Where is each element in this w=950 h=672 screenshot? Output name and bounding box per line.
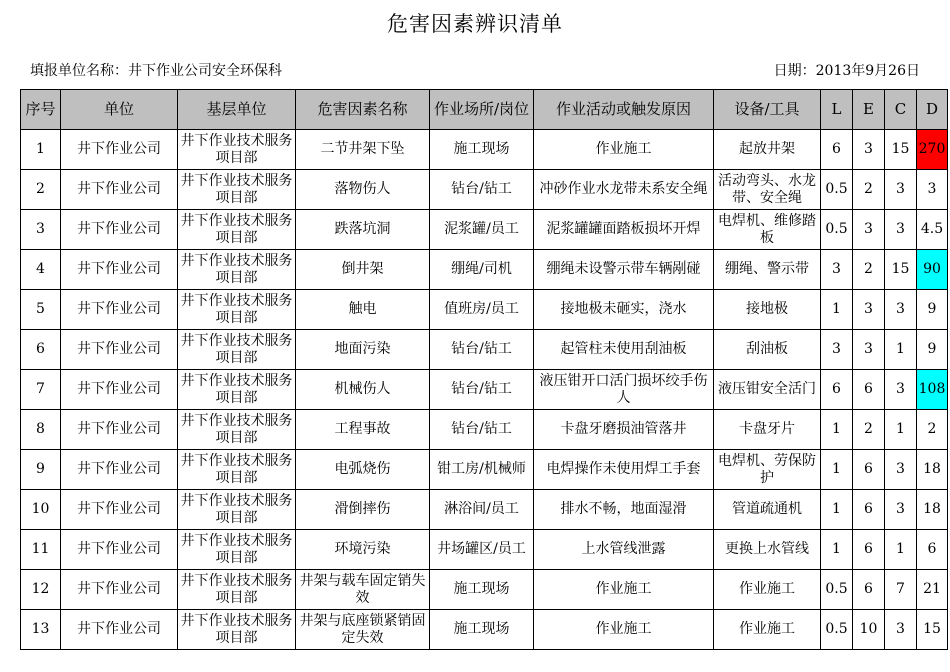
equipment-cell: 电焊机、劳保防护 bbox=[714, 450, 821, 490]
equipment-cell: 作业施工 bbox=[714, 570, 821, 610]
e-value-cell: 2 bbox=[853, 410, 885, 450]
row-number-cell: 2 bbox=[21, 170, 61, 210]
equipment-cell: 更换上水管线 bbox=[714, 530, 821, 570]
workplace-cell: 淋浴间/员工 bbox=[430, 490, 534, 530]
base-unit-cell: 井下作业技术服务项目部 bbox=[178, 610, 296, 650]
base-unit-cell: 井下作业技术服务项目部 bbox=[178, 250, 296, 290]
l-value-cell: 1 bbox=[821, 450, 853, 490]
l-value-cell: 1 bbox=[821, 530, 853, 570]
hazard-name-cell: 电弧烧伤 bbox=[296, 450, 430, 490]
equipment-cell: 液压钳安全活门 bbox=[714, 370, 821, 410]
row-number-cell: 13 bbox=[21, 610, 61, 650]
row-number-cell: 9 bbox=[21, 450, 61, 490]
cause-cell: 上水管线泄露 bbox=[534, 530, 714, 570]
table-row bbox=[21, 410, 948, 450]
l-value-cell: 0.5 bbox=[821, 210, 853, 250]
unit-cell: 井下作业公司 bbox=[61, 370, 178, 410]
workplace-cell: 值班房/员工 bbox=[430, 290, 534, 330]
hazard-name-cell: 滑倒摔伤 bbox=[296, 490, 430, 530]
hazard-name-cell: 跌落坑洞 bbox=[296, 210, 430, 250]
c-value-cell: 3 bbox=[885, 450, 917, 490]
header-l: L bbox=[821, 90, 853, 130]
table-row bbox=[21, 210, 948, 250]
unit-cell: 井下作业公司 bbox=[61, 450, 178, 490]
table-row bbox=[21, 290, 948, 330]
cause-cell: 作业施工 bbox=[534, 610, 714, 650]
e-value-cell: 3 bbox=[853, 130, 885, 170]
row-number-cell: 10 bbox=[21, 490, 61, 530]
unit-cell: 井下作业公司 bbox=[61, 130, 178, 170]
base-unit-cell: 井下作业技术服务项目部 bbox=[178, 170, 296, 210]
row-number-cell: 7 bbox=[21, 370, 61, 410]
d-value-cell: 18 bbox=[917, 490, 948, 530]
cause-cell: 起管柱未使用刮油板 bbox=[534, 330, 714, 370]
table-header-row bbox=[21, 90, 948, 130]
d-value-cell: 15 bbox=[917, 610, 948, 650]
header-unit: 单位 bbox=[61, 90, 178, 130]
d-value-cell: 90 bbox=[917, 250, 948, 290]
equipment-cell: 管道疏通机 bbox=[714, 490, 821, 530]
d-value-cell: 9 bbox=[917, 330, 948, 370]
base-unit-cell: 井下作业技术服务项目部 bbox=[178, 450, 296, 490]
table-row bbox=[21, 450, 948, 490]
table-row bbox=[21, 130, 948, 170]
unit-cell: 井下作业公司 bbox=[61, 410, 178, 450]
unit-cell: 井下作业公司 bbox=[61, 290, 178, 330]
base-unit-cell: 井下作业技术服务项目部 bbox=[178, 370, 296, 410]
header-cause: 作业活动或触发原因 bbox=[534, 90, 714, 130]
hazard-name-cell: 环境污染 bbox=[296, 530, 430, 570]
unit-cell: 井下作业公司 bbox=[61, 330, 178, 370]
l-value-cell: 3 bbox=[821, 330, 853, 370]
header-hazard-name: 危害因素名称 bbox=[296, 90, 430, 130]
d-value-cell: 4.5 bbox=[917, 210, 948, 250]
l-value-cell: 0.5 bbox=[821, 170, 853, 210]
unit-cell: 井下作业公司 bbox=[61, 570, 178, 610]
workplace-cell: 井场罐区/员工 bbox=[430, 530, 534, 570]
unit-cell: 井下作业公司 bbox=[61, 250, 178, 290]
c-value-cell: 3 bbox=[885, 610, 917, 650]
l-value-cell: 6 bbox=[821, 130, 853, 170]
cause-cell: 液压钳开口活门损坏绞手伤人 bbox=[534, 370, 714, 410]
e-value-cell: 2 bbox=[853, 170, 885, 210]
date-label: 日期：2013年9月26日 bbox=[773, 63, 920, 79]
cause-cell: 作业施工 bbox=[534, 570, 714, 610]
row-number-cell: 5 bbox=[21, 290, 61, 330]
cause-cell: 卡盘牙磨损油管落井 bbox=[534, 410, 714, 450]
c-value-cell: 1 bbox=[885, 330, 917, 370]
hazard-name-cell: 落物伤人 bbox=[296, 170, 430, 210]
equipment-cell: 绷绳、警示带 bbox=[714, 250, 821, 290]
workplace-cell: 施工现场 bbox=[430, 570, 534, 610]
row-number-cell: 11 bbox=[21, 530, 61, 570]
c-value-cell: 3 bbox=[885, 170, 917, 210]
equipment-cell: 卡盘牙片 bbox=[714, 410, 821, 450]
l-value-cell: 3 bbox=[821, 250, 853, 290]
c-value-cell: 15 bbox=[885, 130, 917, 170]
base-unit-cell: 井下作业技术服务项目部 bbox=[178, 210, 296, 250]
workplace-cell: 钳工房/机械师 bbox=[430, 450, 534, 490]
hazard-name-cell: 触电 bbox=[296, 290, 430, 330]
equipment-cell: 活动弯头、水龙带、安全绳 bbox=[714, 170, 821, 210]
e-value-cell: 3 bbox=[853, 330, 885, 370]
workplace-cell: 钻台/钻工 bbox=[430, 330, 534, 370]
cause-cell: 作业施工 bbox=[534, 130, 714, 170]
header-workplace: 作业场所/岗位 bbox=[430, 90, 534, 130]
d-value-cell: 270 bbox=[917, 130, 948, 170]
hazard-name-cell: 地面污染 bbox=[296, 330, 430, 370]
cause-cell: 冲砂作业水龙带未系安全绳 bbox=[534, 170, 714, 210]
d-value-cell: 2 bbox=[917, 410, 948, 450]
header-no: 序号 bbox=[21, 90, 61, 130]
row-number-cell: 4 bbox=[21, 250, 61, 290]
row-number-cell: 1 bbox=[21, 130, 61, 170]
hazard-name-cell: 工程事故 bbox=[296, 410, 430, 450]
e-value-cell: 6 bbox=[853, 450, 885, 490]
c-value-cell: 3 bbox=[885, 290, 917, 330]
e-value-cell: 6 bbox=[853, 370, 885, 410]
c-value-cell: 7 bbox=[885, 570, 917, 610]
workplace-cell: 泥浆罐/员工 bbox=[430, 210, 534, 250]
table-row bbox=[21, 530, 948, 570]
workplace-cell: 绷绳/司机 bbox=[430, 250, 534, 290]
e-value-cell: 3 bbox=[853, 290, 885, 330]
base-unit-cell: 井下作业技术服务项目部 bbox=[178, 330, 296, 370]
unit-cell: 井下作业公司 bbox=[61, 170, 178, 210]
header-c: C bbox=[885, 90, 917, 130]
hazard-name-cell: 机械伤人 bbox=[296, 370, 430, 410]
hazard-name-cell: 井架与底座锁紧销固定失效 bbox=[296, 610, 430, 650]
row-number-cell: 3 bbox=[21, 210, 61, 250]
unit-cell: 井下作业公司 bbox=[61, 210, 178, 250]
equipment-cell: 电焊机、维修踏板 bbox=[714, 210, 821, 250]
d-value-cell: 108 bbox=[917, 370, 948, 410]
table-row bbox=[21, 170, 948, 210]
l-value-cell: 1 bbox=[821, 490, 853, 530]
unit-cell: 井下作业公司 bbox=[61, 490, 178, 530]
equipment-cell: 起放井架 bbox=[714, 130, 821, 170]
row-number-cell: 6 bbox=[21, 330, 61, 370]
base-unit-cell: 井下作业技术服务项目部 bbox=[178, 570, 296, 610]
workplace-cell: 钻台/钻工 bbox=[430, 370, 534, 410]
e-value-cell: 3 bbox=[853, 210, 885, 250]
workplace-cell: 钻台/钻工 bbox=[430, 170, 534, 210]
e-value-cell: 6 bbox=[853, 490, 885, 530]
hazard-name-cell: 倒井架 bbox=[296, 250, 430, 290]
cause-cell: 电焊操作未使用焊工手套 bbox=[534, 450, 714, 490]
base-unit-cell: 井下作业技术服务项目部 bbox=[178, 290, 296, 330]
d-value-cell: 3 bbox=[917, 170, 948, 210]
base-unit-cell: 井下作业技术服务项目部 bbox=[178, 530, 296, 570]
e-value-cell: 2 bbox=[853, 250, 885, 290]
base-unit-cell: 井下作业技术服务项目部 bbox=[178, 130, 296, 170]
table-row bbox=[21, 610, 948, 650]
header-base-unit: 基层单位 bbox=[178, 90, 296, 130]
row-number-cell: 8 bbox=[21, 410, 61, 450]
cause-cell: 排水不畅，地面湿滑 bbox=[534, 490, 714, 530]
cause-cell: 接地极未砸实，浇水 bbox=[534, 290, 714, 330]
table-row bbox=[21, 370, 948, 410]
row-number-cell: 12 bbox=[21, 570, 61, 610]
c-value-cell: 3 bbox=[885, 490, 917, 530]
cause-cell: 泥浆罐罐面踏板损坏开焊 bbox=[534, 210, 714, 250]
c-value-cell: 3 bbox=[885, 370, 917, 410]
page-title: 危害因素辨识清单 bbox=[387, 12, 563, 36]
workplace-cell: 钻台/钻工 bbox=[430, 410, 534, 450]
l-value-cell: 6 bbox=[821, 370, 853, 410]
reporting-unit-label: 填报单位名称：井下作业公司安全环保科 bbox=[30, 63, 282, 79]
e-value-cell: 6 bbox=[853, 570, 885, 610]
base-unit-cell: 井下作业技术服务项目部 bbox=[178, 410, 296, 450]
cause-cell: 绷绳未设警示带车辆剐碰 bbox=[534, 250, 714, 290]
equipment-cell: 刮油板 bbox=[714, 330, 821, 370]
equipment-cell: 作业施工 bbox=[714, 610, 821, 650]
l-value-cell: 1 bbox=[821, 410, 853, 450]
header-equipment: 设备/工具 bbox=[714, 90, 821, 130]
c-value-cell: 1 bbox=[885, 530, 917, 570]
base-unit-cell: 井下作业技术服务项目部 bbox=[178, 490, 296, 530]
unit-cell: 井下作业公司 bbox=[61, 530, 178, 570]
equipment-cell: 接地极 bbox=[714, 290, 821, 330]
workplace-cell: 施工现场 bbox=[430, 610, 534, 650]
l-value-cell: 1 bbox=[821, 290, 853, 330]
hazard-name-cell: 二节井架下坠 bbox=[296, 130, 430, 170]
table-row bbox=[21, 330, 948, 370]
d-value-cell: 9 bbox=[917, 290, 948, 330]
c-value-cell: 15 bbox=[885, 250, 917, 290]
l-value-cell: 0.5 bbox=[821, 610, 853, 650]
table-row bbox=[21, 490, 948, 530]
c-value-cell: 1 bbox=[885, 410, 917, 450]
hazard-name-cell: 井架与载车固定销失效 bbox=[296, 570, 430, 610]
table-row bbox=[21, 570, 948, 610]
l-value-cell: 0.5 bbox=[821, 570, 853, 610]
e-value-cell: 10 bbox=[853, 610, 885, 650]
d-value-cell: 18 bbox=[917, 450, 948, 490]
hazard-table bbox=[20, 89, 948, 650]
d-value-cell: 6 bbox=[917, 530, 948, 570]
c-value-cell: 3 bbox=[885, 210, 917, 250]
d-value-cell: 21 bbox=[917, 570, 948, 610]
workplace-cell: 施工现场 bbox=[430, 130, 534, 170]
header-e: E bbox=[853, 90, 885, 130]
e-value-cell: 6 bbox=[853, 530, 885, 570]
unit-cell: 井下作业公司 bbox=[61, 610, 178, 650]
header-d: D bbox=[917, 90, 948, 130]
table-row bbox=[21, 250, 948, 290]
